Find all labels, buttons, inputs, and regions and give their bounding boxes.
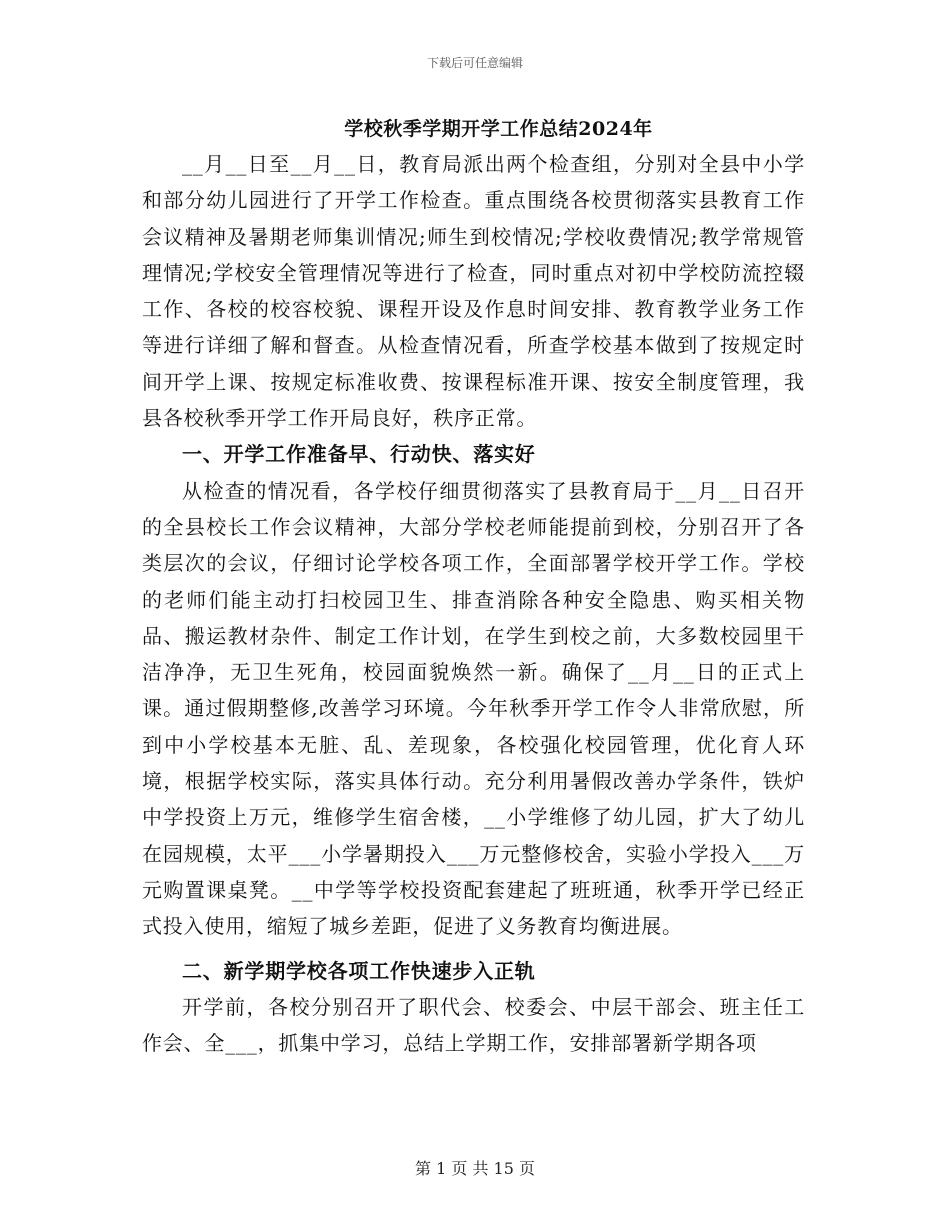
section-1-paragraph: 从检查的情况看，各学校仔细贯彻落实了县教育局于__月__日召开的全县校长工作会议精神，大部分学校老师能提前到校，分别召开了各类层次的会议，仔细讨论学校各项工作，全面部署学校开学工作。学校的老师们能主动打扫校园卫生、排查消除各种安全隐患、购买相关物品、搬运教材杂件、制定工作计划，在学生到校之前，大多数校园里干洁净净，无卫生死角，校园面貌焕然一新。确保了__月__日的正式上课。通过假期整修,改善学习环境。今年秋季开学工作令人非常欣慰，所到中小学校基本无脏、乱、差现象，各校强化校园管理，优化育人环境，根据学校实际，落实具体行动。充分利用暑假改善办学条件，铁炉中学投资上万元，维修学生宿舍楼，__小学维修了幼儿园，扩大了幼儿在园规模，太平___小学暑期投入___万元整修校舍，实验小学投入___万元购置课桌凳。__中学等学校投资配套建起了班班通，秋季开学已经正式投入使用，缩短了城乡差距，促进了义务教育均衡进展。 [142, 478, 805, 939]
section-1-heading: 一、开学工作准备早、行动快、落实好 [182, 442, 536, 467]
section-2-heading: 二、新学期学校各项工作快速步入正轨 [182, 958, 536, 983]
document-body [142, 112, 805, 1061]
section-spacer [142, 945, 805, 953]
page-header-note: 下载后可任意编辑 [426, 56, 523, 70]
section-2-paragraph: 开学前，各校分别召开了职代会、校委会、中层干部会、班主任工作会、全___，抓集中学习，总结上学期工作，安排部署新学期各项 [142, 994, 805, 1056]
intro-paragraph: __月__日至__月__日，教育局派出两个检查组，分别对全县中小学和部分幼儿园进行了开学工作检查。重点围绕各校贯彻落实县教育工作会议精神及暑期老师集训情况;师生到校情况;学校收费情况;教学常规管理情况;学校安全管理情况等进行了检查，同时重点对初中学校防流控辍工作、各校的校容校貌、课程开设及作息时间安排、教育教学业务工作等进行详细了解和督查。从检查情况看，所查学校基本做到了按规定时间开学上课、按规定标准收费、按课程标准开课、按安全制度管理，我县各校秋季开学工作开局良好，秩序正常。 [142, 152, 805, 431]
page-number: 第 1 页 共 15 页 [415, 1159, 535, 1178]
document-title: 学校秋季学期开学工作总结2024年 [344, 118, 653, 140]
